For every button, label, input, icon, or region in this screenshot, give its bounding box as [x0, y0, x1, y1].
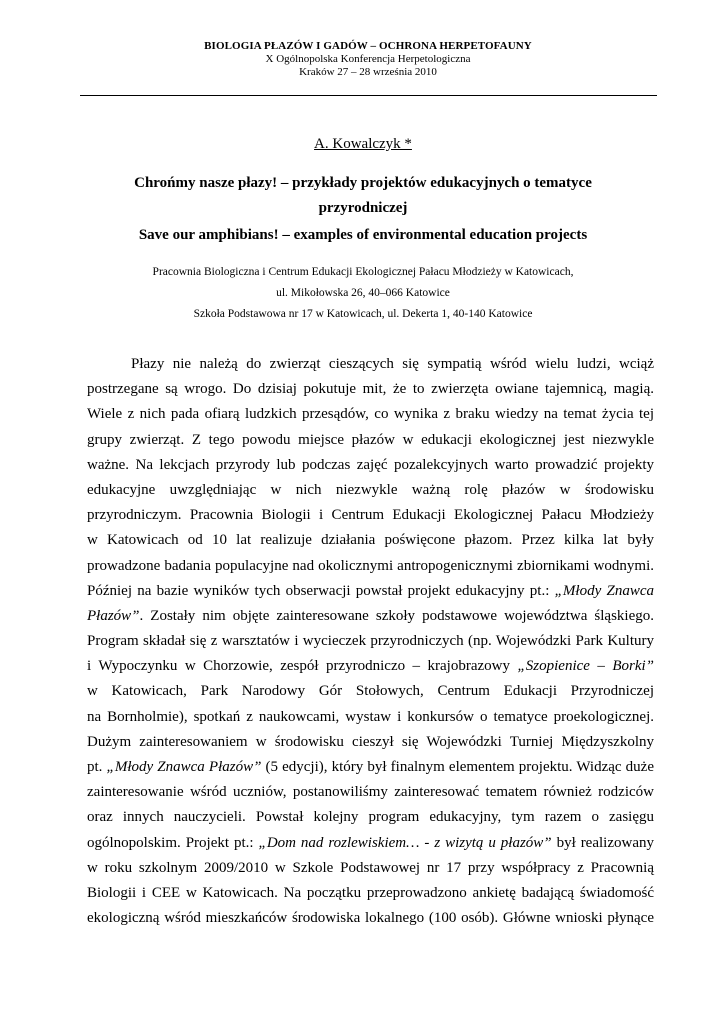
body-line: [87, 478, 654, 503]
body-italic-text: Płazów”: [87, 607, 140, 624]
body-line: [87, 654, 654, 679]
body-line: [87, 856, 654, 881]
body-line: [87, 679, 654, 704]
body-text: zainteresowanie wśród uczniów, postanowiliśmy zainteresować tematem również rodziców: [87, 784, 654, 801]
title-polish: [80, 171, 646, 221]
title-polish-line-1: Chrońmy nasze płazy! – przykłady projektów edukacyjnych o tematyce: [134, 175, 592, 191]
body-italic-text: „Szopienice – Borki”: [517, 658, 655, 675]
body-text: Program składał się z warsztatów i wycieczek przyrodniczych (np. Wojewódzki Park Kultury: [87, 633, 654, 650]
body-line: [87, 755, 654, 780]
body-text: Później na bazie wyników tych obserwacji powstał projekt edukacyjny pt.:: [87, 582, 555, 599]
body-line: [87, 629, 654, 654]
running-header: [80, 40, 656, 79]
body-text: pt.: [87, 759, 107, 775]
body-line: [87, 730, 654, 755]
body-text: na Bornholmie), spotkań z naukowcami, wystaw i konkursów o tematyce proekologicznej.: [87, 708, 654, 725]
body-line: [87, 503, 654, 528]
body-line: [87, 831, 654, 856]
body-line: [87, 352, 654, 377]
body-italic-text: „Młody Znawca: [554, 582, 654, 599]
body-italic-text: „Młody Znawca Płazów”: [106, 759, 262, 775]
body-text: Dużym zainteresowaniem w środowisku cieszył się Wojewódzki Turniej Międzyszkolny: [87, 733, 654, 750]
header-title: BIOLOGIA PŁAZÓW I GADÓW – OCHRONA HERPETOFAUNY: [204, 40, 532, 52]
title-polish-line-2: przyrodniczej: [318, 200, 408, 216]
header-date: Kraków 27 – 28 września 2010: [299, 66, 437, 78]
body-line: [87, 377, 654, 402]
affiliation-line: Pracownia Biologiczna i Centrum Edukacji Ekologicznej Pałacu Młodzieży w Katowicach,: [152, 266, 574, 278]
body-text: w Katowicach od 10 lat realizuje działania poświęcone płazom. Przez kilka lat były: [87, 532, 654, 549]
body-text: ogólnopolskim. Projekt pt.:: [87, 834, 259, 851]
body-line: [87, 906, 654, 931]
body-text: prowadzone badania populacyjne nad okolicznymi antropogenicznymi zbiornikami wodnymi.: [87, 557, 654, 574]
body-text: w Katowicach, Park Narodowy Gór Stołowych, Centrum Edukacji Przyrodniczej: [87, 683, 654, 700]
body-line: [87, 402, 654, 427]
body-text: grupy zwierząt. Z tego powodu miejsce płazów w edukacji ekologicznej jest niezwykle: [87, 431, 654, 448]
body-line: [87, 604, 654, 629]
body-text: (5 edycji), który był finalnym elementem projektu. Widząc duże: [261, 759, 654, 775]
body-text: był realizowany: [551, 834, 654, 851]
body-text: przyrodniczym. Pracownia Biologii i Centrum Edukacji Ekologicznej Pałacu Młodzieży: [87, 507, 654, 524]
body-line: [87, 579, 654, 604]
affiliation-line: ul. Mikołowska 26, 40–066 Katowice: [276, 287, 450, 299]
body-text: oraz innych nauczycieli. Powstał kolejny program edukacyjny, tym razem o zasięgu: [87, 809, 654, 826]
body-paragraph: [87, 352, 654, 931]
title-english: Save our amphibians! – examples of environmental education projects: [138, 227, 588, 243]
body-text: Biologii i CEE w Katowicach. Na początku przeprowadzono ankietę badającą świadomość: [87, 884, 654, 901]
body-line: [87, 805, 654, 830]
body-italic-text: „Dom nad rozlewiskiem… - z wizytą u płazów”: [258, 834, 552, 851]
body-text: . Zostały nim objęte zainteresowane szkoły podstawowe województwa śląskiego.: [139, 607, 654, 624]
body-text: Wiele z nich pada ofiarą ludzkich przesądów, co wynika z braku wiedzy na temat życia tej: [87, 406, 654, 423]
body-line: [87, 780, 654, 805]
body-line: [87, 428, 654, 453]
header-conference: X Ogólnopolska Konferencja Herpetologiczna: [265, 53, 471, 65]
body-text: ważne. Na lekcjach przyrody lub podczas zajęć pozalekcyjnych warto prowadzić projekty: [87, 456, 654, 473]
body-text: edukacyjne uwzględniając w nich niezwykle ważną rolę płazów w środowisku: [87, 481, 654, 498]
body-text: ekologiczną wśród mieszkańców środowiska lokalnego (100 osób). Główne wnioski płynące: [87, 910, 654, 927]
body-line: [87, 554, 654, 579]
body-text: i Wypoczynku w Chorzowie, zespół przyrodniczo – krajobrazowy: [87, 658, 518, 675]
author-name: A. Kowalczyk *: [314, 136, 412, 152]
body-line: [87, 881, 654, 906]
body-text: Płazy nie należą do zwierząt cieszących się sympatią wśród wielu ludzi, wciąż: [131, 356, 654, 372]
body-text: postrzegane są wrogo. Do dzisiaj pokutuje mit, że to zwierzęta owiane tajemnicą, magią.: [87, 381, 654, 398]
body-line: [87, 528, 654, 553]
body-text: w roku szkolnym 2009/2010 w Szkole Podstawowej nr 17 przy współpracy z Pracownią: [87, 859, 654, 876]
affiliations: [80, 262, 646, 325]
header-divider: [80, 95, 657, 96]
author-line: [80, 136, 646, 153]
body-line: [87, 705, 654, 730]
affiliation-line: Szkoła Podstawowa nr 17 w Katowicach, ul. Dekerta 1, 40-140 Katowice: [193, 308, 533, 320]
body-line: [87, 453, 654, 478]
